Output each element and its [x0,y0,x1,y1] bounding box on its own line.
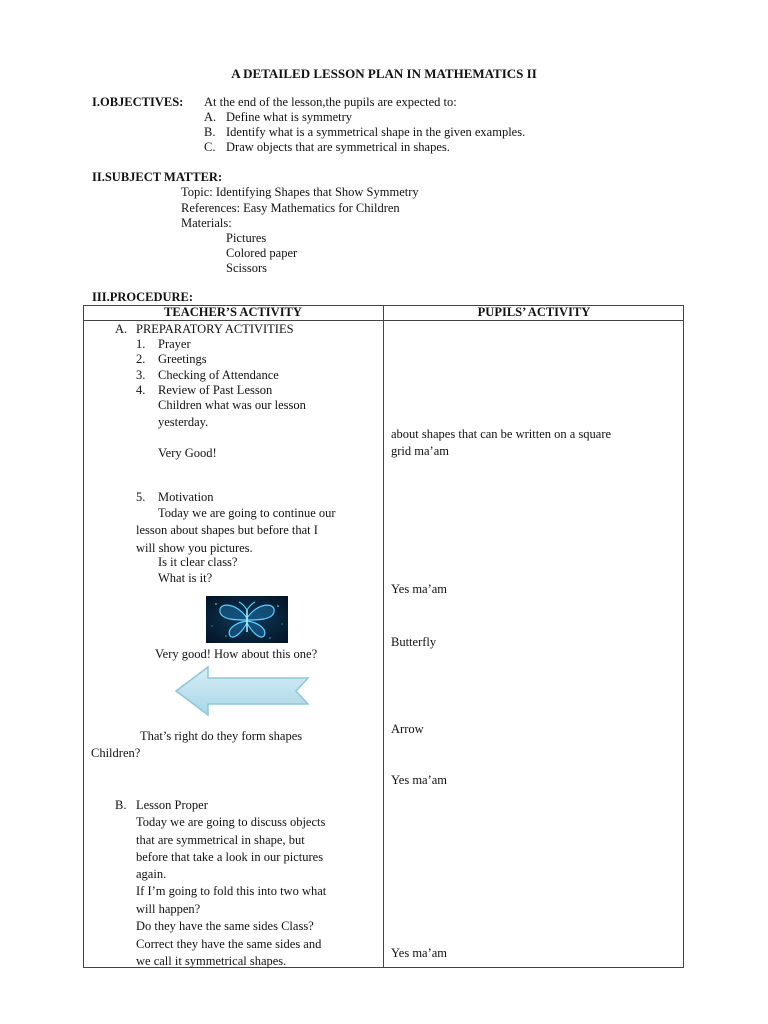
section-a-title: PREPARATORY ACTIVITIES [136,322,294,336]
list-number: 1. [136,337,146,351]
list-item: Prayer [158,337,191,351]
list-number: 2. [136,352,146,366]
pupil-answer: about shapes that can be written on a square [391,427,612,441]
pupil-answer: Yes ma’am [391,773,448,787]
teacher-question: That’s right do they form shapes [140,729,303,743]
objective-c-letter: C. [204,140,216,154]
pupil-answer: grid ma’am [391,444,449,458]
motivation-title: Motivation [158,490,214,504]
arrow-picture [174,665,312,717]
procedure-heading: III.PROCEDURE: [92,290,194,304]
material-item: Scissors [226,261,267,275]
list-number: 4. [136,383,146,397]
lesson-text: that are symmetrical in shape, but [136,833,305,847]
subject-matter-heading: II.SUBJECT MATTER: [92,170,223,184]
lesson-text: will happen? [136,902,201,916]
objective-a-letter: A. [204,110,217,124]
lesson-text: Do they have the same sides Class? [136,919,314,933]
teacher-activity-header: TEACHER’S ACTIVITY [164,305,302,319]
pupils-activity-header: PUPILS’ ACTIVITY [477,305,591,319]
section-b-letter: B. [115,798,127,812]
material-item: Pictures [226,231,267,245]
pupil-answer: Butterfly [391,635,437,649]
motivation-text: Today we are going to continue our [158,506,336,520]
objective-a: Define what is symmetry [226,110,353,124]
lesson-text: Correct they have the same sides and [136,937,322,951]
lesson-text: before that take a look in our pictures [136,850,324,864]
list-item: Checking of Attendance [158,368,279,382]
motivation-text: Is it clear class? [158,555,238,569]
objective-b: Identify what is a symmetrical shape in the given examples. [226,125,526,139]
section-a-letter: A. [115,322,128,336]
butterfly-picture [206,596,288,643]
references-line: References: Easy Mathematics for Children [181,201,400,215]
list-number: 3. [136,368,146,382]
materials-label: Materials: [181,216,232,230]
objectives-intro: At the end of the lesson,the pupils are expected to: [204,95,457,109]
document-title: A DETAILED LESSON PLAN IN MATHEMATICS II [231,66,537,81]
motivation-text: What is it? [158,571,213,585]
table-column-divider [383,305,384,968]
review-question: yesterday. [158,415,209,429]
motivation-text: lesson about shapes but before that I [136,523,318,537]
lesson-text: again. [136,867,167,881]
motivation-text: will show you pictures. [136,541,253,555]
list-number: 5. [136,490,146,504]
list-item: Review of Past Lesson [158,383,273,397]
lesson-text: Today we are going to discuss objects [136,815,326,829]
table-header-divider [83,320,684,321]
praise-text: Very Good! [158,446,217,460]
list-item: Greetings [158,352,207,366]
objective-c: Draw objects that are symmetrical in shapes. [226,140,450,154]
lesson-text: we call it symmetrical shapes. [136,954,287,968]
section-b-title: Lesson Proper [136,798,208,812]
objective-b-letter: B. [204,125,216,139]
pupil-answer: Arrow [391,722,424,736]
teacher-question: Children? [91,746,141,760]
topic-line: Topic: Identifying Shapes that Show Symmetry [181,185,419,199]
pupil-answer: Yes ma’am [391,582,448,596]
objectives-heading: I.OBJECTIVES: [92,95,184,109]
praise-text: Very good! How about this one? [155,647,318,661]
lesson-text: If I’m going to fold this into two what [136,884,327,898]
pupil-answer: Yes ma’am [391,946,448,960]
material-item: Colored paper [226,246,298,260]
review-question: Children what was our lesson [158,398,306,412]
